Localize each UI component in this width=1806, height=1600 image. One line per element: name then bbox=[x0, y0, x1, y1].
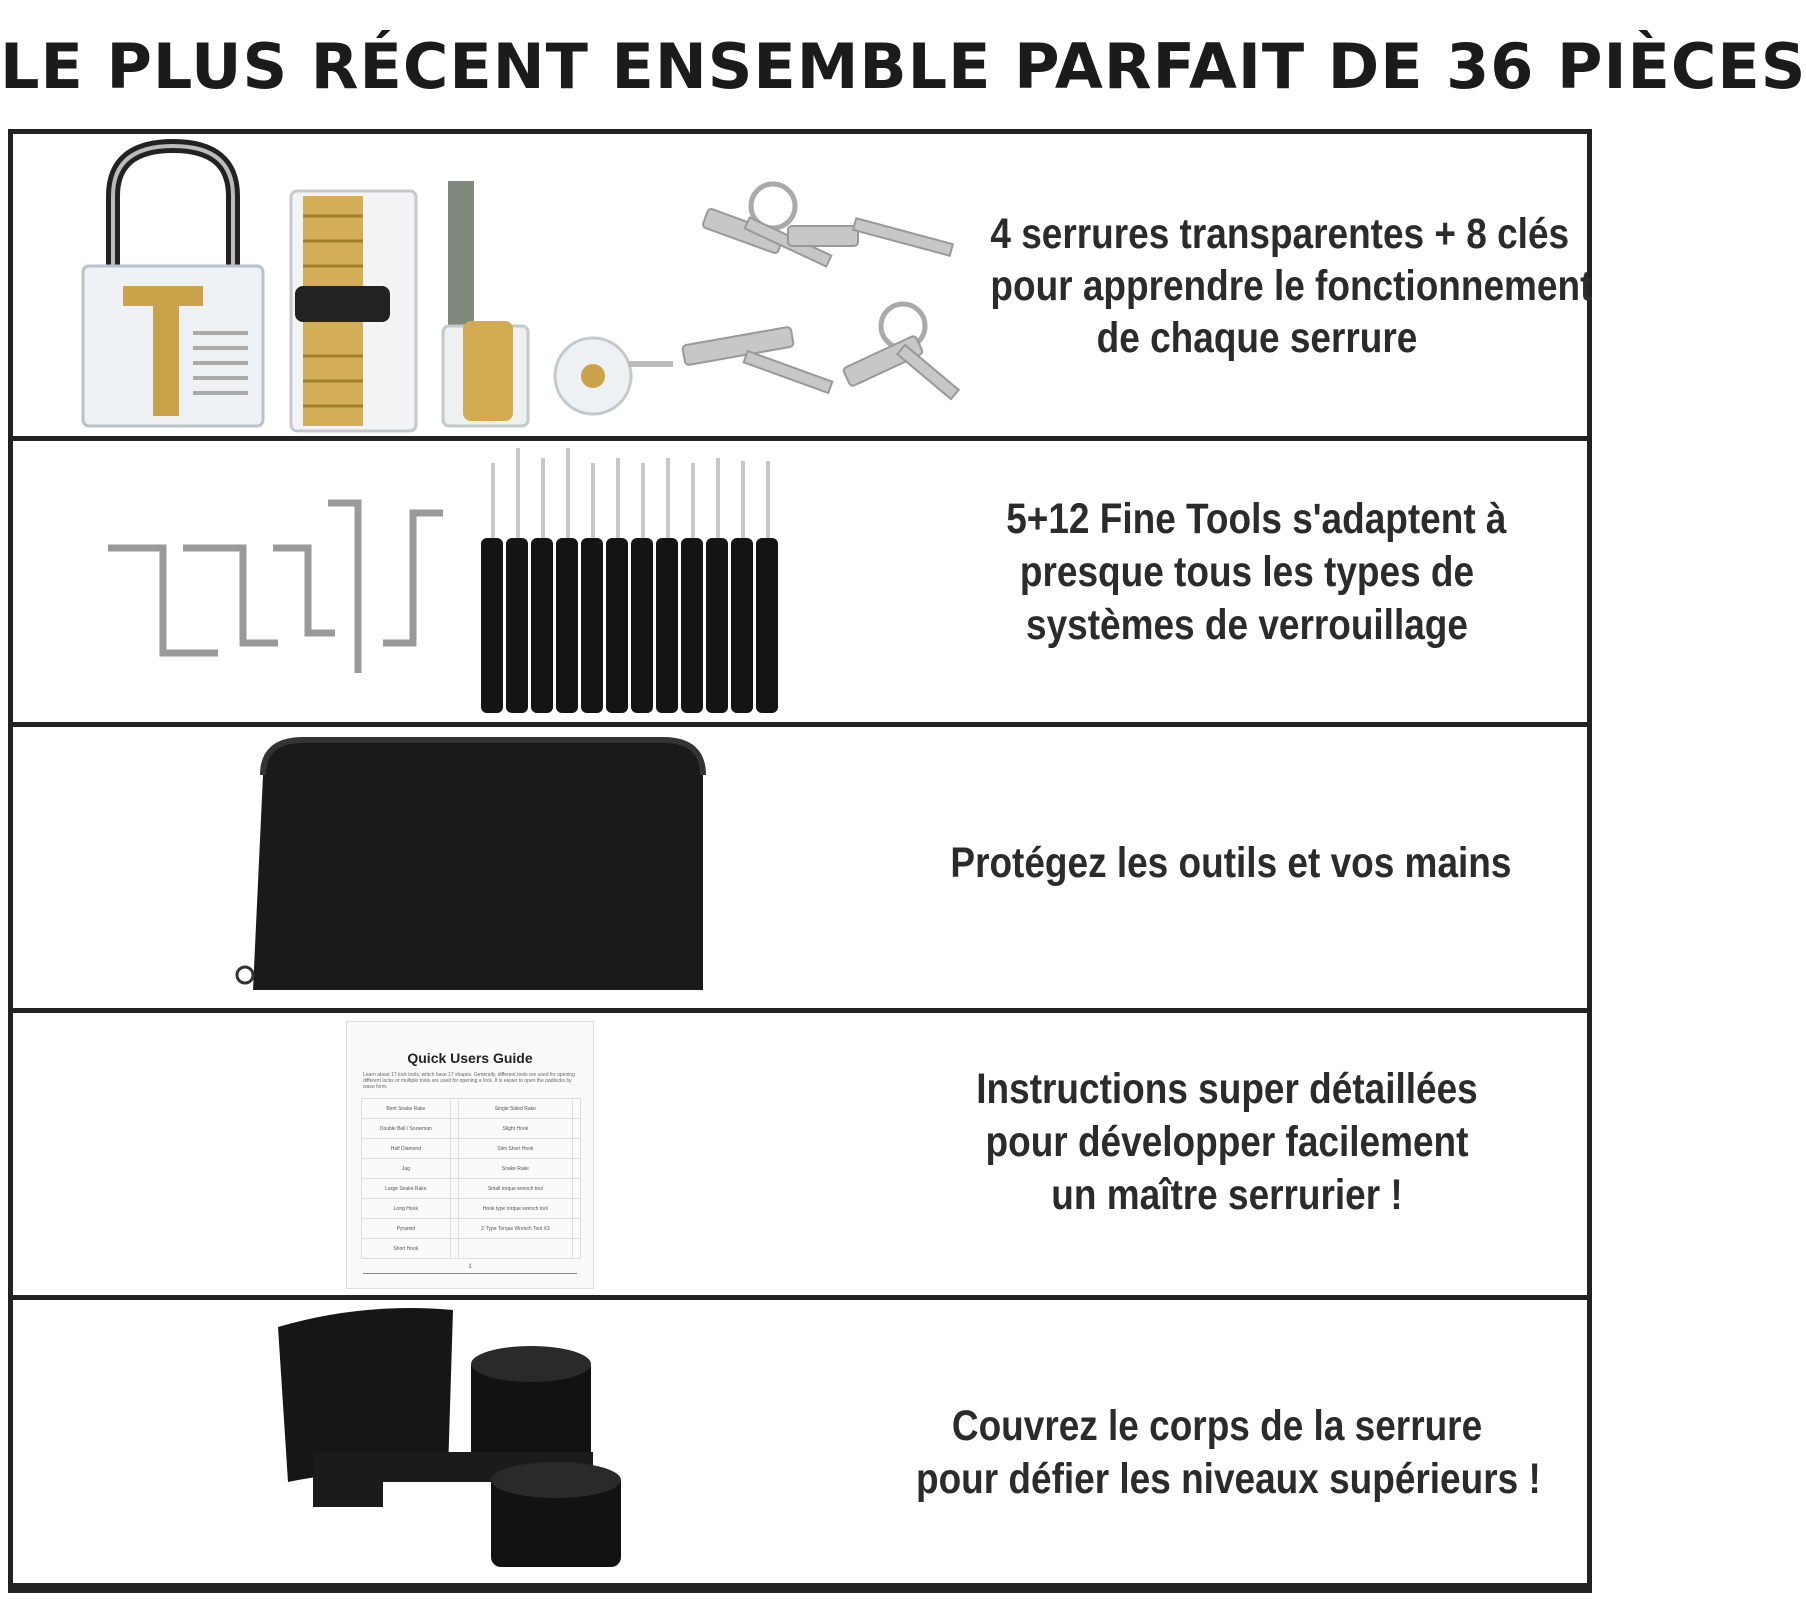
section-guide bbox=[13, 1013, 1587, 1300]
section-covers-caption bbox=[916, 1400, 1541, 1506]
section-case bbox=[13, 727, 1587, 1013]
section-tools-caption bbox=[1006, 493, 1507, 652]
caption-line: 4 serrures transparentes + 8 clés bbox=[990, 210, 1570, 258]
table-cell bbox=[573, 1159, 581, 1179]
table-cell: Long Hook bbox=[362, 1199, 451, 1219]
table-cell: Slim Short Hook bbox=[458, 1139, 573, 1159]
table-row bbox=[362, 1179, 581, 1199]
table-cell bbox=[450, 1139, 458, 1159]
table-cell bbox=[573, 1179, 581, 1199]
table-cell: Single Sided Rake bbox=[458, 1099, 573, 1119]
table-cell: Snake Rake bbox=[458, 1159, 573, 1179]
pick-tools-illustration bbox=[103, 443, 823, 723]
table-cell: Slight Hook bbox=[458, 1119, 573, 1139]
guide-page-number: 1 bbox=[468, 1264, 472, 1270]
table-cell bbox=[458, 1239, 573, 1259]
table-cell bbox=[573, 1119, 581, 1139]
table-cell bbox=[450, 1239, 458, 1259]
section-case-caption bbox=[950, 837, 1512, 890]
table-cell: Short Hook bbox=[362, 1239, 451, 1259]
caption-line: presque tous les types de bbox=[1019, 548, 1475, 596]
table-row bbox=[362, 1139, 581, 1159]
table-row bbox=[362, 1099, 581, 1119]
caption-line: pour développer facilement bbox=[985, 1118, 1469, 1166]
table-cell bbox=[573, 1239, 581, 1259]
guide-intro: Learn about 17 lock tools, which have 17 shapes. Generally, different tools are used for opening different locks or multiple tools are used for opening a lock. It is easier to open the padlocks by wave form. bbox=[363, 1072, 575, 1090]
caption-line: systèmes de verrouillage bbox=[1026, 601, 1468, 649]
table-cell bbox=[573, 1099, 581, 1119]
guide-table bbox=[361, 1098, 581, 1259]
table-cell bbox=[450, 1199, 458, 1219]
section-covers bbox=[13, 1300, 1587, 1588]
table-cell bbox=[573, 1219, 581, 1239]
table-cell bbox=[450, 1159, 458, 1179]
caption-line: Protégez les outils et vos mains bbox=[950, 839, 1512, 887]
section-locks-caption bbox=[990, 208, 1593, 364]
transparent-locks-illustration bbox=[43, 136, 993, 436]
guide-footer-rule bbox=[363, 1273, 577, 1274]
page-title: LE PLUS RÉCENT ENSEMBLE PARFAIT DE 36 PIÈCES bbox=[0, 30, 1806, 103]
table-cell bbox=[450, 1099, 458, 1119]
lock-covers-illustration bbox=[263, 1302, 643, 1582]
caption-line: pour apprendre le fonctionnement bbox=[990, 262, 1593, 310]
caption-line: 5+12 Fine Tools s'adaptent à bbox=[1006, 495, 1507, 543]
section-locks bbox=[13, 134, 1593, 441]
caption-line: de chaque serrure bbox=[1096, 314, 1418, 362]
table-cell bbox=[450, 1219, 458, 1239]
table-row bbox=[362, 1239, 581, 1259]
section-guide-caption bbox=[969, 1063, 1485, 1222]
table-cell: Small torque wrench tool bbox=[458, 1179, 573, 1199]
table-cell: Z-Type Torque Wrench Tool X3 bbox=[458, 1219, 573, 1239]
caption-line: un maître serrurier ! bbox=[1051, 1171, 1403, 1219]
table-cell: Jag bbox=[362, 1159, 451, 1179]
table-cell bbox=[573, 1139, 581, 1159]
section-tools bbox=[13, 441, 1587, 727]
caption-line: Couvrez le corps de la serrure bbox=[951, 1402, 1483, 1450]
table-cell: Half Diamond bbox=[362, 1139, 451, 1159]
table-cell: Hook type torque wrench tool bbox=[458, 1199, 573, 1219]
caption-line: pour défier les niveaux supérieurs ! bbox=[916, 1455, 1541, 1503]
guide-title: Quick Users Guide bbox=[407, 1050, 533, 1066]
carry-case-illustration bbox=[233, 735, 713, 1005]
table-row bbox=[362, 1159, 581, 1179]
table-row bbox=[362, 1119, 581, 1139]
table-cell bbox=[450, 1119, 458, 1139]
table-cell: Large Snake Rake bbox=[362, 1179, 451, 1199]
caption-line: Instructions super détaillées bbox=[976, 1065, 1478, 1113]
table-cell bbox=[573, 1199, 581, 1219]
table-row bbox=[362, 1199, 581, 1219]
table-cell: Bent Snake Rake bbox=[362, 1099, 451, 1119]
table-row bbox=[362, 1219, 581, 1239]
table-cell: Double Ball / Snowman bbox=[362, 1119, 451, 1139]
table-cell: Pyramid bbox=[362, 1219, 451, 1239]
table-cell bbox=[450, 1179, 458, 1199]
quick-users-guide-sheet bbox=[346, 1021, 594, 1289]
